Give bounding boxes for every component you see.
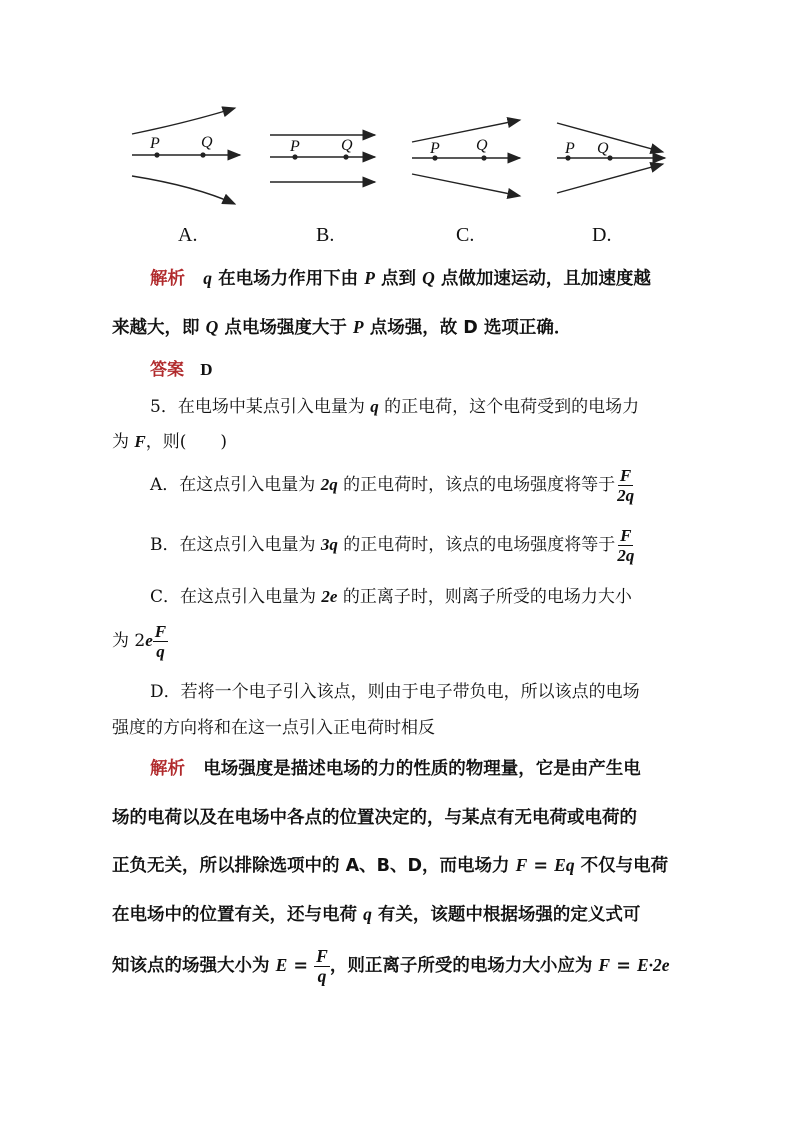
analysis2-line2: 场的电荷以及在电场中各点的位置决定的，与某点有无电荷或电荷的 [112,808,637,828]
analysis1-line1: 解析 q 在电场力作用下由 P 点到 Q 点做加速运动，且加速度越 [150,268,651,289]
question5-option-d-line1: D．若将一个电子引入该点，则由于电子带负电，所以该点的电场 [150,682,640,702]
answer1-value: D [200,360,213,379]
option-b-label: B. [316,224,335,246]
answer1-label: 答案 [150,360,184,380]
label-p-d: P [565,140,575,157]
field-lines-figure [110,98,690,216]
label-q-a: Q [201,134,213,151]
option-d-label: D. [592,224,612,246]
question5-option-c-line2: 为 2e $\frac{F}{q}$ [112,622,167,661]
figure-b [270,135,375,182]
analysis2-label: 解析 [150,759,185,779]
analysis2-line4: 在电场中的位置有关，还与电荷 q 有关，该题中根据场强的定义式可 [112,904,641,925]
analysis1-line2: 来越大，即 Q 点电场强度大于 P 点场强，故 D 选项正确． [112,317,572,338]
label-q-d: Q [597,140,609,157]
label-p-c: P [430,140,440,157]
question5-stem-line2: 为 F，则( ) [112,432,228,452]
figure-c [412,120,520,196]
option-b-fraction: $\frac{F}{2q}$ [617,526,635,565]
analysis2-line5: 知该点的场强大小为 E = $\frac{F}{q}$ ，则正离子所受的电场力大小应为 F = E·2e [112,945,670,986]
label-p-a: P [150,135,160,152]
question5-option-c-line1: C．在这点引入电量为 2e 的正离子时，则离子所受的电场力大小 [150,587,632,607]
analysis2-line1: 解析 电场强度是描述电场的力的性质的物理量，它是由产生电 [150,759,641,779]
analysis2-line3: 正负无关，所以排除选项中的 A、B、D，而电场力 F = Eq 不仅与电荷 [112,855,669,876]
question5-option-a: A．在这点引入电量为 2q 的正电荷时，该点的电场强度将等于 $\frac{F}{2q}$ [150,466,635,505]
answer1-line [112,358,722,382]
label-q-b: Q [341,137,353,154]
question5-option-b: B．在这点引入电量为 3q 的正电荷时，该点的电场强度将等于 $\frac{F}{2q}$ [150,526,635,565]
option-c-fraction: $\frac{F}{q}$ [154,622,167,661]
question5-stem-line1: 5．在电场中某点引入电量为 q 的正电荷，这个电荷受到的电场力 [150,397,640,417]
figure-a [132,108,240,204]
option-c-label: C. [456,224,475,246]
question5-option-d-line2: 强度的方向将和在这一点引入正电荷时相反 [112,718,435,738]
label-q-c: Q [476,137,488,154]
analysis1-label: 解析 [150,269,185,289]
label-p-b: P [290,138,300,155]
field-strength-fraction: $\frac{F}{q}$ [316,945,328,986]
option-a-label: A. [178,224,198,246]
option-a-fraction: $\frac{F}{2q}$ [617,466,635,505]
figure-d [557,123,665,193]
